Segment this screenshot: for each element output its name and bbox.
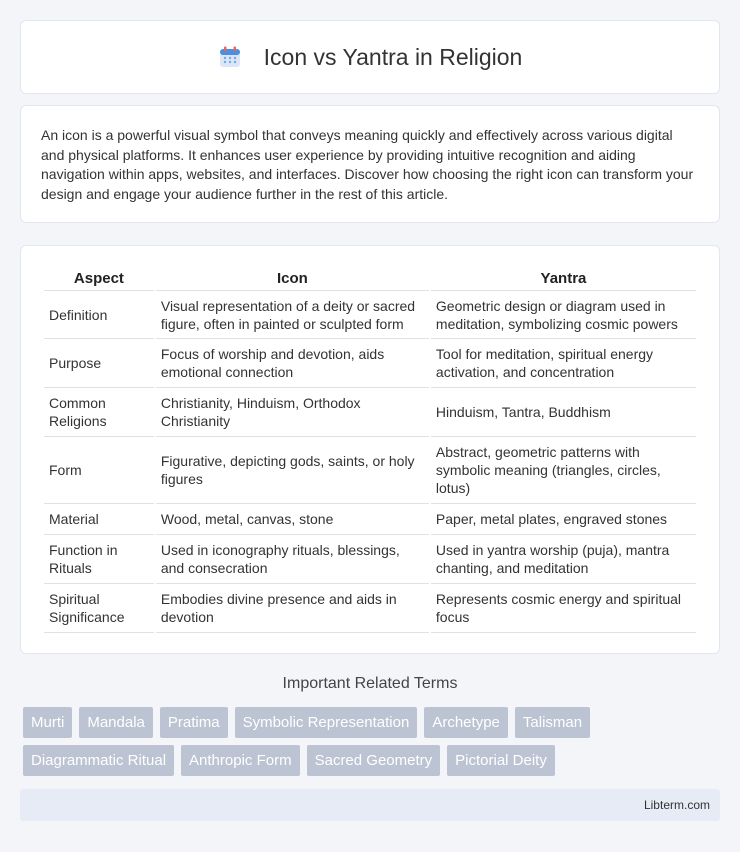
table-cell: Spiritual Significance <box>44 584 154 633</box>
table-cell: Function in Rituals <box>44 535 154 584</box>
table-cell: Material <box>44 504 154 535</box>
related-term-tag[interactable]: Symbolic Representation <box>235 707 418 738</box>
column-header-aspect: Aspect <box>73 269 124 287</box>
related-terms-list <box>23 707 723 776</box>
table-cell: Embodies divine presence and aids in devotion <box>156 584 429 633</box>
table-cell: Abstract, geometric patterns with symbolic meaning (triangles, circles, lotus) <box>431 437 696 504</box>
column-header-icon: Icon <box>276 269 308 287</box>
related-term-tag[interactable]: Sacred Geometry <box>307 745 441 776</box>
related-term-tag[interactable]: Talisman <box>515 707 590 738</box>
table-cell: Figurative, depicting gods, saints, or holy figures <box>156 437 429 504</box>
table-row <box>44 339 696 388</box>
related-term-tag[interactable]: Anthropic Form <box>181 745 300 776</box>
comparison-table-card <box>20 245 720 654</box>
related-terms-heading: Important Related Terms <box>282 675 458 692</box>
footer <box>20 789 720 821</box>
footer-site-link[interactable]: Libterm.com <box>643 798 710 812</box>
calendar-icon <box>218 45 242 69</box>
table-row <box>44 388 696 437</box>
table-cell: Paper, metal plates, engraved stones <box>431 504 696 535</box>
table-cell: Wood, metal, canvas, stone <box>156 504 429 535</box>
table-cell: Hinduism, Tantra, Buddhism <box>431 388 696 437</box>
table-row <box>44 535 696 584</box>
intro-text: An icon is a powerful visual symbol that conveys meaning quickly and effectively across various digital and physical platforms. It enhances user experience by providing intuitive recognition and aiding navigation within apps, websites, and interfaces. Discover how choosing the right icon can transform your design and engage your audience further in the rest of this article. <box>41 127 694 202</box>
table-cell: Tool for meditation, spiritual energy activation, and concentration <box>431 339 696 388</box>
table-cell: Form <box>44 437 154 504</box>
comparison-table <box>42 266 698 633</box>
table-cell: Christianity, Hinduism, Orthodox Christianity <box>156 388 429 437</box>
related-term-tag[interactable]: Pictorial Deity <box>447 745 555 776</box>
related-term-tag[interactable]: Diagrammatic Ritual <box>23 745 174 776</box>
table-row <box>44 290 696 339</box>
related-term-tag[interactable]: Murti <box>23 707 72 738</box>
table-cell: Used in yantra worship (puja), mantra chanting, and meditation <box>431 535 696 584</box>
table-cell: Definition <box>44 290 154 339</box>
table-cell: Visual representation of a deity or sacred figure, often in painted or sculpted form <box>156 290 429 339</box>
header-card <box>20 20 720 94</box>
table-header-row <box>44 266 696 290</box>
related-term-tag[interactable]: Archetype <box>424 707 508 738</box>
column-header-yantra: Yantra <box>540 269 587 287</box>
table-cell: Geometric design or diagram used in meditation, symbolizing cosmic powers <box>431 290 696 339</box>
table-cell: Focus of worship and devotion, aids emotional connection <box>156 339 429 388</box>
table-row <box>44 437 696 504</box>
related-term-tag[interactable]: Mandala <box>79 707 153 738</box>
table-cell: Used in iconography rituals, blessings, and consecration <box>156 535 429 584</box>
table-row <box>44 584 696 633</box>
table-cell: Represents cosmic energy and spiritual focus <box>431 584 696 633</box>
table-cell: Purpose <box>44 339 154 388</box>
related-term-tag[interactable]: Pratima <box>160 707 228 738</box>
intro-card <box>20 105 720 223</box>
table-cell: Common Religions <box>44 388 154 437</box>
table-row <box>44 504 696 535</box>
page-title: Icon vs Yantra in Religion <box>263 43 523 70</box>
